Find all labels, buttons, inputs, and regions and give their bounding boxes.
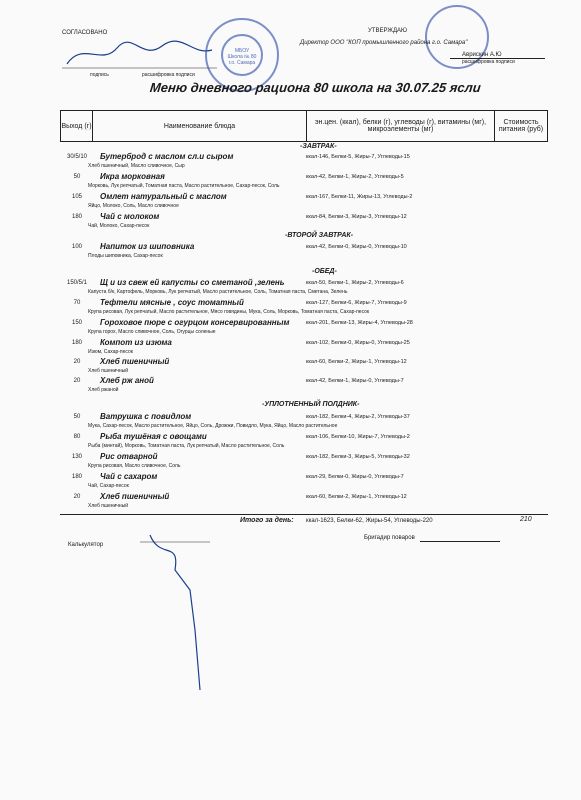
output-value: 180 bbox=[71, 474, 82, 480]
output-value: 150/5/1 bbox=[66, 280, 88, 286]
dish-name: Хлеб пшеничный bbox=[100, 492, 170, 501]
approved-right-label: УТВЕРЖДАЮ bbox=[368, 28, 408, 34]
chef-label: Бригадир поваров bbox=[364, 535, 415, 541]
dish-name: Напиток из шиповника bbox=[100, 242, 195, 251]
ingredients: Яйцо, Молоко, Соль, Масло сливочное bbox=[88, 203, 179, 209]
dish-name: Гороховое пюре с огурцом консервированным bbox=[100, 318, 290, 327]
output-value: 50 bbox=[73, 174, 81, 180]
ingredients: Хлеб пшеничный bbox=[88, 503, 129, 509]
total-cost: 210 bbox=[520, 516, 532, 523]
dish-name: Щ и из свеж ей капусты со сметаной ,зелень bbox=[100, 278, 285, 287]
page-title: Меню дневного рациона 80 школа на 30.07.25 ясли bbox=[149, 80, 482, 95]
section-title: -УПЛОТНЕННЫЙ ПОЛДНИК- bbox=[262, 401, 360, 408]
total-rule bbox=[60, 514, 548, 515]
menu-row bbox=[60, 243, 548, 267]
calculator-signature bbox=[120, 530, 230, 700]
output-value: 70 bbox=[73, 300, 81, 306]
nutrition-value: ккал-182, Белки-3, Жиры-5, Углеводы-32 bbox=[306, 454, 410, 460]
menu-row bbox=[60, 377, 548, 401]
output-value: 130 bbox=[71, 454, 82, 460]
ingredients: Морковь, Лук репчатый, Томатная паста, Масло растительное, Сахар-песок, Соль bbox=[88, 183, 280, 189]
output-value: 30/5/10 bbox=[66, 154, 88, 160]
nutrition-value: ккал-201, Белки-13, Жиры-4, Углеводы-28 bbox=[306, 320, 413, 326]
section-title: -ОБЕД- bbox=[312, 268, 337, 275]
section-title: -ЗАВТРАК- bbox=[300, 143, 337, 150]
total-label: Итого за день: bbox=[240, 517, 294, 524]
dish-name: Чай с сахаром bbox=[100, 472, 158, 481]
dish-name: Икра морковная bbox=[100, 172, 165, 181]
ingredients: Крупа рисовая, Масло сливочное, Соль bbox=[88, 463, 181, 469]
output-value: 180 bbox=[71, 340, 82, 346]
nutrition-value: ккал-50, Белки-1, Жиры-2, Углеводы-6 bbox=[306, 280, 404, 286]
ingredients: Изюм, Сахар-песок bbox=[88, 349, 133, 355]
dish-name: Омлет натуральный с маслом bbox=[100, 192, 227, 201]
ingredients: Плоды шиповника, Сахар-песок bbox=[88, 253, 163, 259]
left-signature bbox=[62, 36, 222, 71]
left-signature-caption: подпись bbox=[90, 72, 109, 78]
nutrition-value: ккал-146, Белки-5, Жиры-7, Углеводы-15 bbox=[306, 154, 410, 160]
nutrition-value: ккал-102, Белки-0, Жиры-0, Углеводы-25 bbox=[306, 340, 410, 346]
output-value: 20 bbox=[73, 359, 81, 365]
section-title: -ВТОРОЙ ЗАВТРАК- bbox=[285, 232, 354, 239]
col-name: Наименование блюда bbox=[93, 111, 307, 141]
output-value: 20 bbox=[73, 378, 81, 384]
left-decoding-caption: расшифровка подписи bbox=[142, 72, 195, 78]
output-value: 105 bbox=[71, 194, 82, 200]
nutrition-value: ккал-42, Белки-0, Жиры-0, Углеводы-10 bbox=[306, 244, 407, 250]
nutrition-value: ккал-60, Белки-2, Жиры-1, Углеводы-12 bbox=[306, 359, 407, 365]
nutrition-value: ккал-167, Белки-11, Жиры-13, Углеводы-2 bbox=[306, 194, 413, 200]
dish-name: Компот из изюма bbox=[100, 338, 172, 347]
ingredients: Хлеб ржаной bbox=[88, 387, 119, 393]
ingredients: Крупа горох, Масло сливочное, Соль, Огурцы соленые bbox=[88, 329, 216, 335]
nutrition-value: ккал-60, Белки-2, Жиры-1, Углеводы-12 bbox=[306, 494, 407, 500]
dish-name: Хлеб рж аной bbox=[100, 376, 154, 385]
ingredients: Чай, Сахар-песок bbox=[88, 483, 129, 489]
col-nutrition: эн.цен. (ккал), белки (г), углеводы (г), витамины (мг), микроэлементы (мг) bbox=[307, 111, 495, 141]
right-decoding-caption: расшифровка подписи bbox=[462, 59, 515, 65]
output-value: 20 bbox=[73, 494, 81, 500]
approved-left-label: СОГЛАСОВАНО bbox=[62, 30, 108, 36]
dish-name: Ватрушка с повидлом bbox=[100, 412, 192, 421]
ingredients: Хлеб пшеничный, Масло сливочное, Сыр bbox=[88, 163, 185, 169]
ingredients: Капуста б/к, Картофель, Морковь, Лук репчатый, Масло растительное, Соль, Томатная паста, Сметана, Зелень bbox=[88, 289, 348, 295]
director-line: Директор ООО "КОП промышленного района г.о. Самара" bbox=[300, 40, 468, 46]
ingredients: Мука, Сахар-песок, Масло растительное, Яйцо, Соль, Дрожжи, Повидло, Мука, Яйцо, Масло растительное bbox=[88, 423, 338, 429]
dish-name: Тефтели мясные , соус томатный bbox=[100, 298, 244, 307]
approval-left-block bbox=[62, 30, 222, 76]
nutrition-value: ккал-182, Белки-4, Жиры-2, Углеводы-37 bbox=[306, 414, 410, 420]
dish-name: Рыба тушёная с овощами bbox=[100, 432, 207, 441]
nutrition-value: ккал-42, Белки-1, Жиры-2, Углеводы-5 bbox=[306, 174, 404, 180]
ingredients: Чай, Молоко, Сахар-песок bbox=[88, 223, 150, 229]
total-values: ккал-1623, Белки-62, Жиры-54, Углеводы-220 bbox=[306, 518, 433, 524]
ingredients: Рыба (минтай), Морковь, Томатная паста, Лук репчатый, Масло растительное, Соль bbox=[88, 443, 285, 449]
nutrition-value: ккал-127, Белки-6, Жиры-7, Углеводы-9 bbox=[306, 300, 407, 306]
col-output: Выход (г) bbox=[61, 111, 93, 141]
output-value: 100 bbox=[71, 244, 82, 250]
dish-name: Чай с молоком bbox=[100, 212, 160, 221]
dish-name: Рис отварной bbox=[100, 452, 158, 461]
ingredients: Крупа рисовая, Лук репчатый, Масло растительное, Мясо говядины, Мука, Соль, Морковь, Томатная паста, Сахар-песок bbox=[88, 309, 370, 315]
output-value: 150 bbox=[71, 320, 82, 326]
ingredients: Хлеб пшеничный bbox=[88, 368, 129, 374]
dish-name: Хлеб пшеничный bbox=[100, 357, 170, 366]
nutrition-value: ккал-106, Белки-10, Жиры-7, Углеводы-2 bbox=[306, 434, 410, 440]
stamp-text: МБОУ Школа № 80 г.о. Самара bbox=[227, 48, 257, 66]
output-value: 80 bbox=[73, 434, 81, 440]
nutrition-value: ккал-42, Белки-1, Жиры-0, Углеводы-7 bbox=[306, 378, 404, 384]
director-name: Аврискин А.Ю bbox=[462, 52, 502, 58]
calculator-label: Калькулятор bbox=[68, 542, 104, 548]
output-value: 50 bbox=[73, 414, 81, 420]
chef-signature-line bbox=[420, 541, 500, 542]
output-value: 180 bbox=[71, 214, 82, 220]
approval-right-block bbox=[300, 28, 550, 65]
col-cost: Стоимость питания (руб) bbox=[498, 119, 544, 133]
nutrition-value: ккал-84, Белки-3, Жиры-3, Углеводы-12 bbox=[306, 214, 407, 220]
dish-name: Бутерброд с маслом сл.и сыром bbox=[100, 152, 234, 161]
nutrition-value: ккал-29, Белки-0, Жиры-0, Углеводы-7 bbox=[306, 474, 404, 480]
table-header bbox=[60, 110, 548, 142]
